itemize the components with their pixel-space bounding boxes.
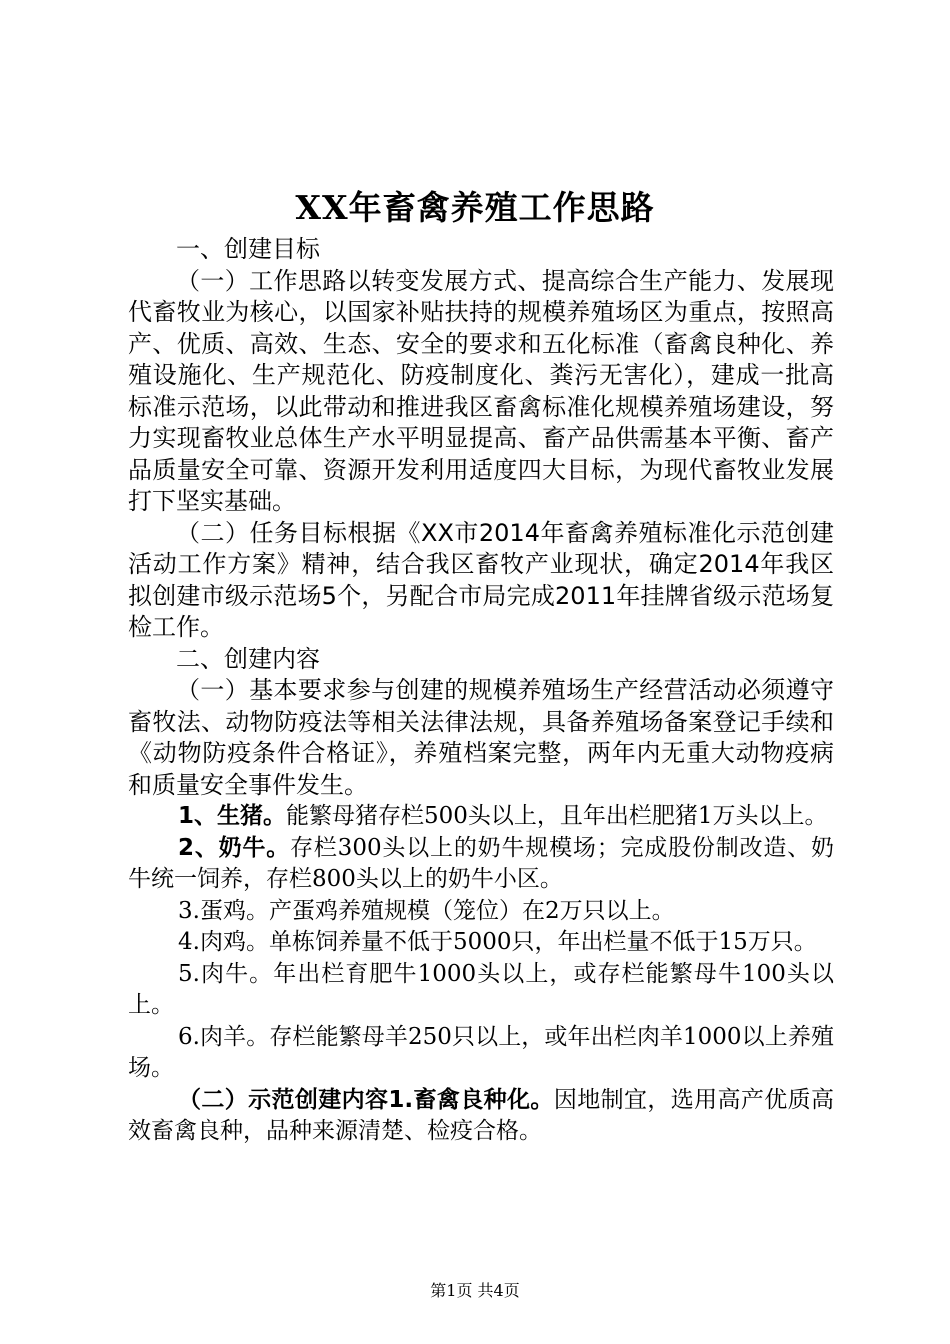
paragraph-demo-content <box>128 1085 834 1148</box>
list-item-label: 1、生猪。 <box>178 803 287 829</box>
paragraph-text: 因地制宜，选用高产优质高效畜禽良种，品种来源清楚、检疫合格。 <box>128 1086 835 1144</box>
paragraph-label: （二）示范创建内容1.畜禽良种化。 <box>178 1086 554 1113</box>
list-item-beef: 5.肉牛。年出栏育肥牛1000头以上，或存栏能繁母牛100头以上。 <box>128 960 834 1018</box>
paragraph-work-approach: （一）工作思路以转变发展方式、提高综合生产能力、发展现代畜牧业为核心，以国家补贴扶持的规模养殖场区为重点，按照高产、优质、高效、生态、安全的要求和五化标准（畜禽良种化、养殖设施化、生产规范化、防疫制度化、粪污无害化），建成一批高标准示范场，以此带动和推进我区畜禽标准化规模养殖场建设，努力实现畜牧业总体生产水平明显提高、畜产品供需基本平衡、畜产品质量安全可靠、资源开发利用适度四大目标，为现代畜牧业发展打下坚实基础。 <box>128 266 834 515</box>
section-heading-content: 二、创建内容 <box>176 644 320 673</box>
list-item-text: 能繁母猪存栏500头以上，且年出栏肥猪1万头以上。 <box>286 803 828 829</box>
document-title: XX年畜禽养殖工作思路 <box>295 188 655 227</box>
list-item-text: 存栏300头以上的奶牛规模场；完成股份制改造、奶牛统一饲养，存栏800头以上的奶牛小区。 <box>128 834 834 892</box>
document-body <box>128 234 834 1148</box>
list-item-broilers: 4.肉鸡。单栋饲养量不低于5000只，年出栏量不低于15万只。 <box>178 929 817 955</box>
list-item-dairy <box>128 833 834 896</box>
page-footer: 第1页 共4页 <box>430 1281 520 1300</box>
list-item-label: 2、奶牛。 <box>178 834 291 861</box>
paragraph-task-goals: （二）任务目标根据《XX市2014年畜禽养殖标准化示范创建活动工作方案》精神，结合我区畜牧产业现状，确定2014年我区拟创建市级示范场5个，另配合市局完成2011年挂牌省级示范场复检工作。 <box>128 518 834 641</box>
list-item-layers: 3.蛋鸡。产蛋鸡养殖规模（笼位）在2万只以上。 <box>178 897 675 924</box>
section-heading-goals: 一、创建目标 <box>176 235 320 263</box>
list-item-sheep: 6.肉羊。存栏能繁母羊250只以上，或年出栏肉羊1000以上养殖场。 <box>128 1023 834 1081</box>
list-item-pigs <box>128 801 834 833</box>
paragraph-basic-requirements: （一）基本要求参与创建的规模养殖场生产经营活动必须遵守畜牧法、动物防疫法等相关法律法规，具备养殖场备案登记手续和《动物防疫条件合格证》，养殖档案完整，两年内无重大动物疫病和质量安全事件发生。 <box>128 676 834 799</box>
